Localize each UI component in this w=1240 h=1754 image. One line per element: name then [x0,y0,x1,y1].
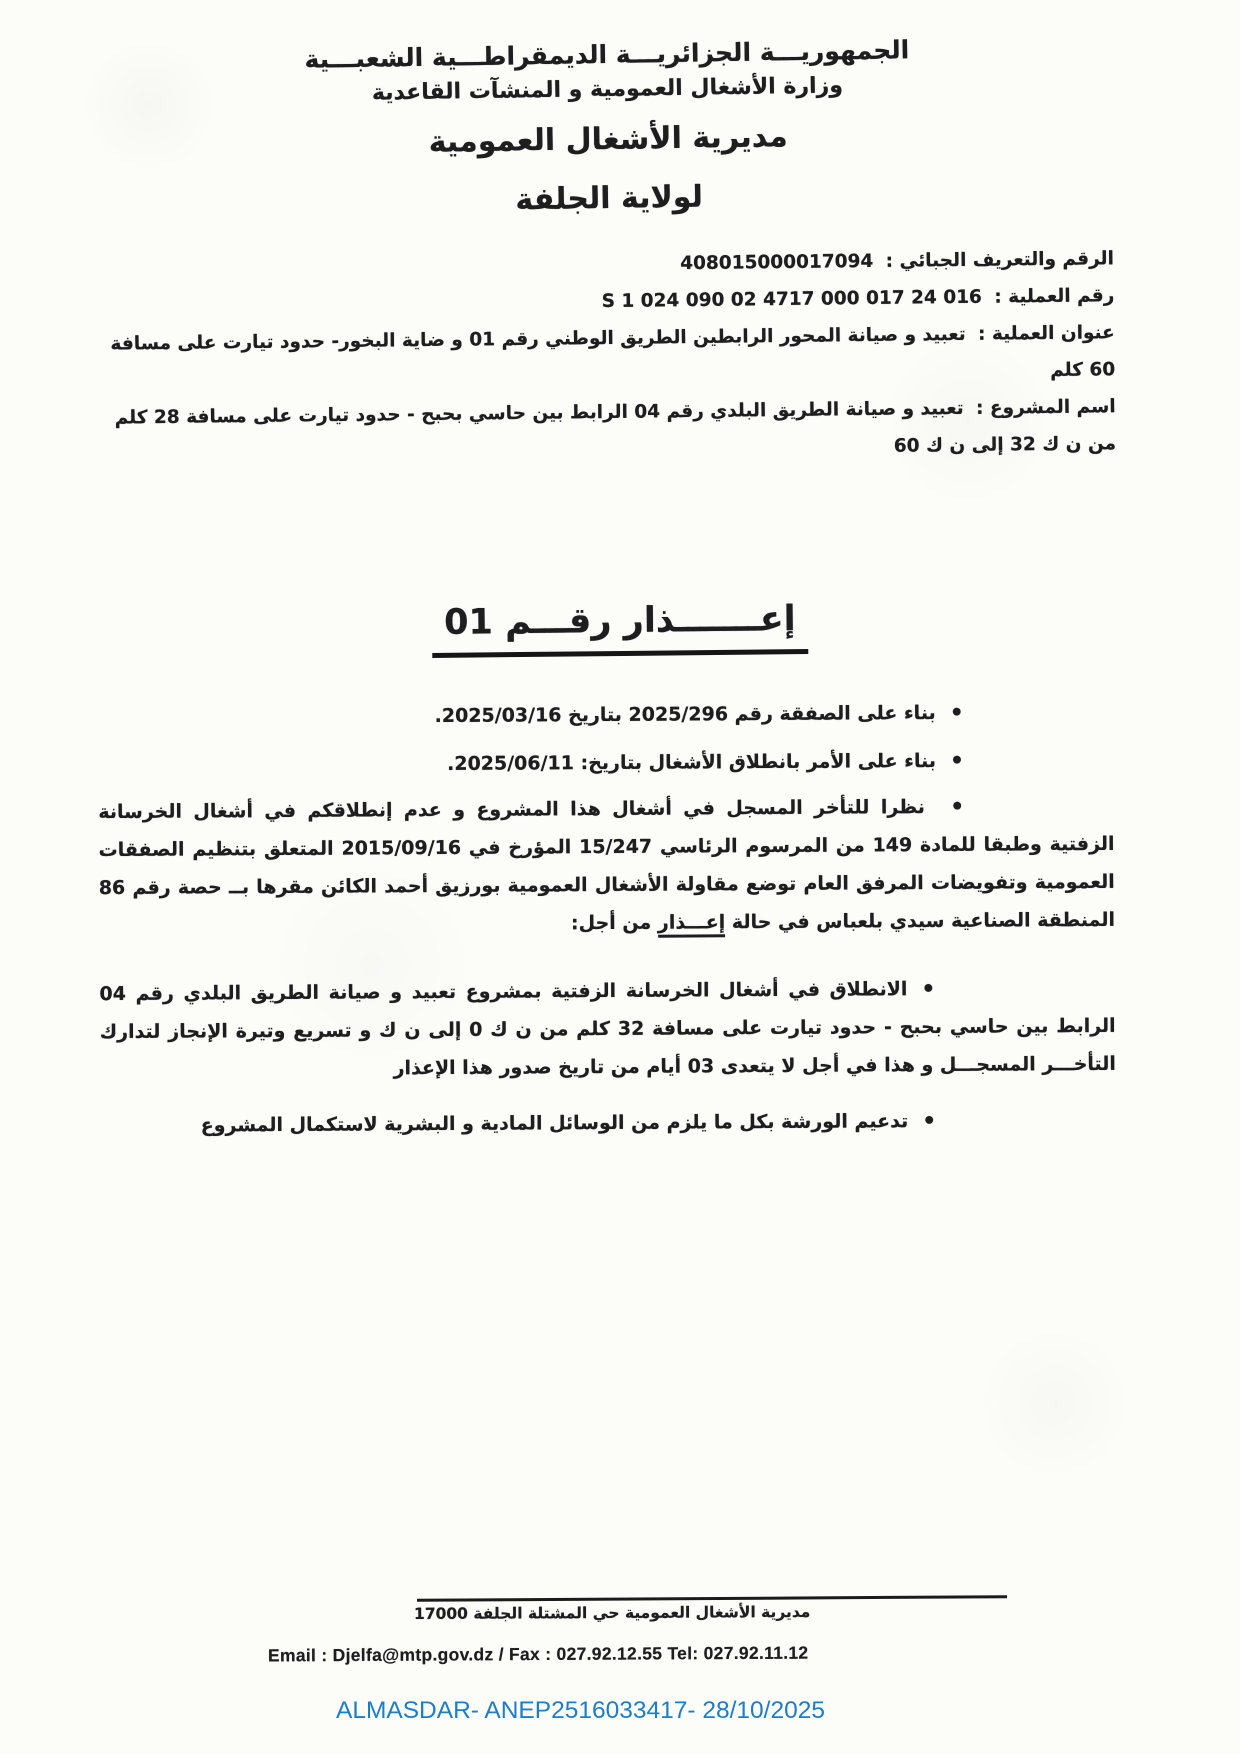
operation-title-value: تعبيد و صيانة المحور الرابطين الطريق الوطني رقم 01 و ضاية البخور- حدود تيارت على مسافة 60 كلم [110,323,1116,381]
project-name-value: تعبيد و صيانة الطريق البلدي رقم 04 الرابط بين حاسي بحبح - حدود تيارت على مسافة 28 كلم من ن ك 32 إلى ن ك 60 [114,397,1117,457]
operation-title-row [99,314,1116,400]
notice-paragraph-text: نظرا للتأخر المسجل في أشغال هذا المشروع و عدم إنطلاقكم في أشغال الخرسانة الزفتية وطبقا للمادة 149 من المرسوم الرئاسي 15/247 المؤرخ في 2015/09/16 المتعلق بتنظيم الصفقات العمومية وتفويضات المرفق العام توضع مقاولة الأشغال العمومية بورزيق أحمد الكائن مقرها بــ حصة رقم 86 المنطقة الصناعية سيدي بلعباس في حالة [98,796,1116,934]
operation-number-value: S 1 024 090 02 4717 000 017 24 016 [601,286,982,313]
reference-block [98,240,1116,474]
notice-title: إعـــــــذار رقـــم 01 [432,596,808,658]
underlined-word: إعـــذار [658,911,726,937]
ministry-line: وزارة الأشغال العمومية و المنشآت القاعدية [371,73,844,106]
project-name-row [99,388,1116,474]
considering-item-2: • بناء على الأمر بانطلاق الأشغال بتاريخ: 2025/06/11. [98,741,1114,785]
fiscal-id-value: 408015000017094 [680,250,874,275]
wilaya-line: لولاية الجلفة [515,179,704,218]
fiscal-id-label: الرقم والتعريف الجبائي : [885,248,1115,272]
republic-line: الجمهوريـــة الجزائريـــة الديمقراطـــية الشعبـــية [304,35,910,74]
considering-item-1: • بناء على الصفقة رقم 2025/296 بتاريخ 2025/03/16. [98,693,1114,737]
footer-address: مديرية الأشغال العمومية حي المشتلة الجلفة 17000 [413,1602,811,1624]
footer-contact: Email : Djelfa@mtp.gov.dz / Fax : 027.92.12.55 Tel: 027.92.11.12 [267,1642,809,1666]
project-name-label: اسم المشروع : [976,396,1116,419]
operation-number-label: رقم العملية : [994,285,1115,308]
operation-title-label: عنوان العملية : [977,322,1115,345]
directorate-line: مديرية الأشغال العمومية [428,119,788,160]
footer-divider [417,1595,1007,1602]
notice-paragraph [98,787,1115,945]
demand-item-1: • الانطلاق في أشغال الخرسانة الزفتية بمشروع تعبيد و صيانة الطريق البلدي رقم 04 الرابط بين حاسي بحبح - حدود تيارت على مسافة 32 كلم من ن ك 0 إلى ن ك و تسريع وتيرة الإنجاز لتدارك التأخـــر المسجـــل و هذا في أجل لا يتعدى 03 أيام من تاريخ صدور هذا الإعذار [99,969,1116,1089]
demand-item-2: • تدعيم الورشة بكل ما يلزم من الوسائل المادية و البشرية لاستكمال المشروع [100,1101,1116,1145]
notice-title-wrap [0,592,1240,663]
notice-paragraph-tail: من أجل: [570,911,652,935]
document-header [0,30,1217,225]
notice-body [98,693,1117,1145]
anep-line: ALMASDAR- ANEP2516033417- 28/10/2025 [336,1697,825,1724]
